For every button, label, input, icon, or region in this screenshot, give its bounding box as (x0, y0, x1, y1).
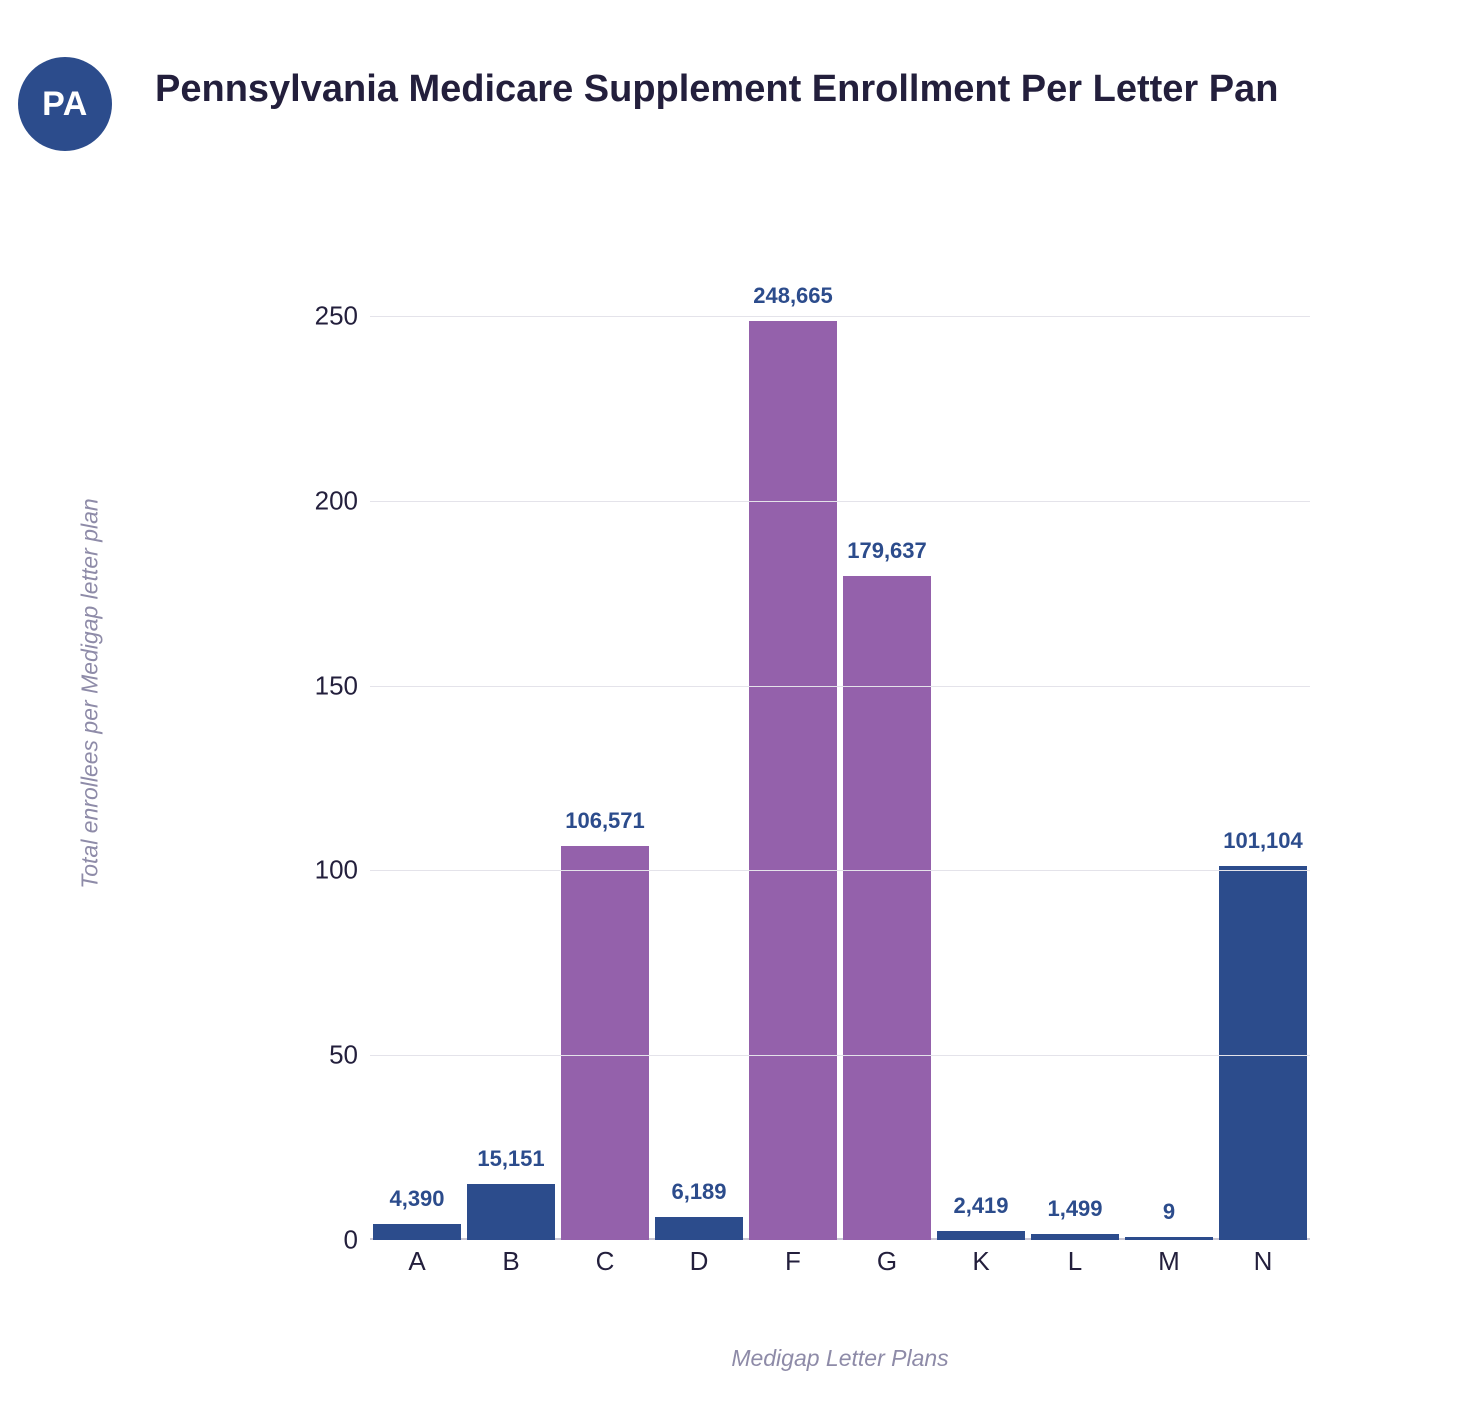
y-axis-tick-label: 50 (329, 1039, 358, 1070)
bar-a[interactable] (373, 1224, 461, 1240)
x-axis-tick-label: L (1067, 1246, 1083, 1276)
bar-slot (370, 270, 464, 1240)
gridline (370, 686, 1310, 687)
gridline (370, 1055, 1310, 1056)
state-badge: PA (18, 57, 112, 151)
bar-n[interactable] (1219, 866, 1307, 1240)
bar-slot (1216, 270, 1310, 1240)
gridline (370, 316, 1310, 317)
bar-value-label: 9 (1162, 1199, 1176, 1224)
x-axis-tick-label: A (408, 1246, 426, 1276)
y-axis-tick-label: 0 (343, 1224, 358, 1255)
y-axis-tick-label: 250 (314, 300, 358, 331)
gridline (370, 870, 1310, 871)
bar-chart (0, 190, 1472, 1416)
x-axis-tick-label: N (1253, 1246, 1273, 1276)
bar-slot (464, 270, 558, 1240)
bar-series (370, 270, 1310, 1240)
bar-slot (840, 270, 934, 1240)
bar-g[interactable] (843, 576, 931, 1240)
bar-value-label: 101,104 (1223, 828, 1303, 854)
page-title: Pennsylvania Medicare Supplement Enrollment Per Letter Pan (155, 68, 1279, 110)
x-axis-tick-label: B (502, 1246, 520, 1276)
chart-header (0, 0, 1472, 190)
x-axis-tick-label: F (785, 1246, 801, 1276)
bar-m[interactable] (1125, 1237, 1213, 1240)
bar-slot (1122, 270, 1216, 1240)
bar-value-label: 15,151 (477, 1146, 545, 1172)
y-axis-tick-label: 100 (314, 854, 358, 885)
y-axis-tick-label: 200 (314, 485, 358, 516)
x-axis-tick-label: M (1158, 1246, 1180, 1276)
x-axis-tick-label: G (876, 1246, 898, 1276)
x-axis-tick-label: C (595, 1246, 615, 1276)
bar-c[interactable] (561, 846, 649, 1240)
bar-d[interactable] (655, 1217, 743, 1240)
bar-value-label: 179,637 (847, 538, 927, 564)
bar-slot (1028, 270, 1122, 1240)
x-axis-tick-label: K (972, 1246, 990, 1276)
bar-slot (652, 270, 746, 1240)
bar-value-label: 1,499 (1047, 1196, 1103, 1222)
bar-k[interactable] (937, 1231, 1025, 1240)
bar-slot (934, 270, 1028, 1240)
gridline (370, 501, 1310, 502)
bar-value-label: 106,571 (565, 808, 645, 834)
y-axis-title: Total enrollees per Medigap letter plan (76, 498, 103, 889)
x-axis-tick-labels (370, 1246, 1310, 1277)
plot-area (314, 270, 1310, 1255)
bar-value-label: 6,189 (671, 1179, 727, 1205)
bar-b[interactable] (467, 1184, 555, 1240)
y-axis-tick-label: 150 (314, 670, 358, 701)
x-axis-title: Medigap Letter Plans (731, 1345, 949, 1371)
bar-slot (558, 270, 652, 1240)
bar-slot (746, 270, 840, 1240)
bar-f[interactable] (749, 321, 837, 1240)
bar-value-label: 4,390 (389, 1185, 445, 1211)
x-axis-tick-label: D (689, 1246, 709, 1276)
bar-l[interactable] (1031, 1234, 1119, 1240)
bar-value-label: 248,665 (753, 283, 833, 309)
bar-value-label: 2,419 (953, 1193, 1009, 1219)
